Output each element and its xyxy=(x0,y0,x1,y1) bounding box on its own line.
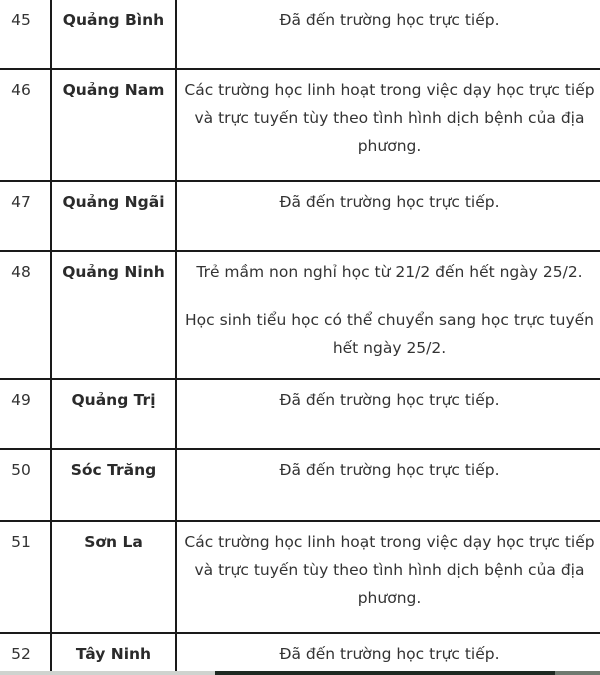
bottom-strip xyxy=(0,671,600,675)
row-number-cell: 50 xyxy=(0,449,51,521)
province-name-cell: Quảng Ngãi xyxy=(51,181,176,251)
row-number-cell: 46 xyxy=(0,69,51,181)
status-paragraph: Đã đến trường học trực tiếp. xyxy=(279,461,500,479)
status-paragraph: Các trường học linh hoạt trong việc dạy học trực tiếp và trực tuyến tùy theo tình hình dịch bệnh của địa phương. xyxy=(184,81,595,155)
table-row xyxy=(0,379,600,449)
table-row xyxy=(0,449,600,521)
table-row xyxy=(0,69,600,181)
row-number-cell: 52 xyxy=(0,633,51,675)
table-row xyxy=(0,521,600,633)
table-row xyxy=(0,181,600,251)
province-name-cell: Quảng Bình xyxy=(51,0,176,69)
school-status-cell xyxy=(176,0,600,69)
status-paragraph: Đã đến trường học trực tiếp. xyxy=(279,391,500,409)
row-number-cell: 45 xyxy=(0,0,51,69)
bottom-strip-light-segment xyxy=(0,671,215,675)
province-name-cell: Quảng Nam xyxy=(51,69,176,181)
status-paragraph: Đã đến trường học trực tiếp. xyxy=(279,11,500,29)
school-status-cell xyxy=(176,379,600,449)
status-paragraph: Các trường học linh hoạt trong việc dạy học trực tiếp và trực tuyến tùy theo tình hình dịch bệnh của địa phương. xyxy=(184,533,595,607)
school-status-cell xyxy=(176,69,600,181)
school-status-cell xyxy=(176,251,600,379)
province-name-cell: Sóc Trăng xyxy=(51,449,176,521)
status-paragraph: Học sinh tiểu học có thể chuyển sang học trực tuyến hết ngày 25/2. xyxy=(185,311,594,357)
bottom-strip-mid-segment xyxy=(555,671,600,675)
status-paragraph: Đã đến trường học trực tiếp. xyxy=(279,645,500,663)
row-number-cell: 47 xyxy=(0,181,51,251)
bottom-strip-dark-segment xyxy=(215,671,555,675)
table-row xyxy=(0,633,600,675)
school-status-cell xyxy=(176,181,600,251)
province-name-cell: Quảng Ninh xyxy=(51,251,176,379)
province-name-cell: Sơn La xyxy=(51,521,176,633)
table-row xyxy=(0,251,600,379)
status-paragraph: Trẻ mầm non nghỉ học từ 21/2 đến hết ngày 25/2. xyxy=(196,263,583,281)
table-row xyxy=(0,0,600,69)
school-status-cell xyxy=(176,449,600,521)
row-number-cell: 48 xyxy=(0,251,51,379)
school-status-cell xyxy=(176,633,600,675)
row-number-cell: 51 xyxy=(0,521,51,633)
school-status-cell xyxy=(176,521,600,633)
province-name-cell: Quảng Trị xyxy=(51,379,176,449)
province-name-cell: Tây Ninh xyxy=(51,633,176,675)
status-paragraph: Đã đến trường học trực tiếp. xyxy=(279,193,500,211)
row-number-cell: 49 xyxy=(0,379,51,449)
